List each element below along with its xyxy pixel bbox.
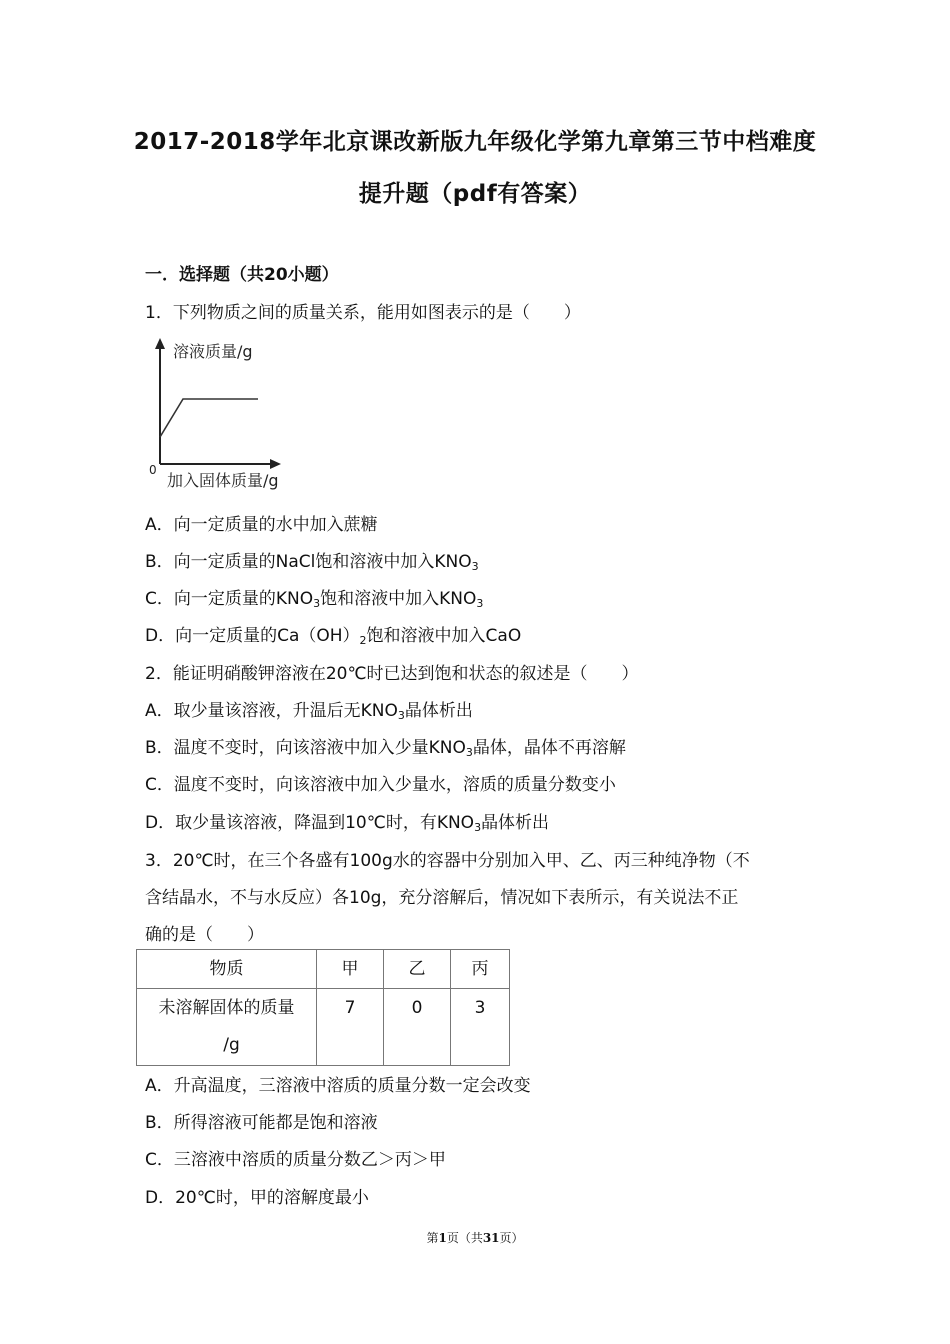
table-header-cell: 丙: [451, 950, 510, 989]
page-title-line-2: 提升题（pdf有答案）: [358, 181, 592, 207]
table-header-cell: 乙: [384, 950, 451, 989]
question-3-stem-line-3: 确的是（ ）: [145, 925, 264, 945]
page-footer: 第1页（共31页）: [426, 1231, 524, 1245]
q3-data-table: [136, 949, 510, 1066]
q2-option-b: B．温度不变时，向该溶液中加入少量$KNO_3$晶体，晶体不再溶解: [145, 738, 626, 759]
q1-graph: [140, 336, 300, 496]
section-heading: 一．选择题（共20小题）: [145, 265, 339, 285]
q3-option-b: B．所得溶液可能都是饱和溶液: [145, 1113, 378, 1133]
q1-option-a: A．向一定质量的水中加入蔗糖: [145, 515, 378, 535]
table-cell: 7: [317, 989, 384, 1066]
table-header-cell: 物质: [137, 950, 317, 989]
y-axis-label: 溶液质量/g: [173, 342, 253, 361]
x-axis-label: 加入固体质量/g: [167, 471, 279, 490]
y-axis-arrow: [155, 338, 165, 349]
table-header-cell: 甲: [317, 950, 384, 989]
q3-option-a: A．升高温度，三溶液中溶质的质量分数一定会改变: [145, 1076, 531, 1096]
q1-option-d: D．向一定质量的$Ca(OH)_2$饱和溶液中加入CaO: [145, 626, 522, 647]
solution-mass-curve: [160, 399, 258, 437]
table-cell: 0: [384, 989, 451, 1066]
q3-option-d: D．20℃时，甲的溶解度最小: [145, 1188, 369, 1208]
total-pages: 31: [482, 1231, 500, 1245]
q2-option-a: A．取少量该溶液，升温后无$KNO_3$晶体析出: [145, 701, 473, 722]
origin-label: 0: [149, 463, 157, 477]
q1-option-b: B．向一定质量的NaCl饱和溶液中加入$KNO_3$: [145, 552, 479, 573]
q1-option-c: C．向一定质量的$KNO_3$饱和溶液中加入$KNO_3$: [145, 589, 484, 610]
table-row: [137, 989, 510, 1066]
question-3-stem-line-1: 3．20℃时，在三个各盛有100g水的容器中分别加入甲、乙、丙三种纯净物（不: [145, 851, 750, 871]
table-row-label: 未溶解固体的质量 /g: [137, 989, 317, 1066]
page-title-line-1: 2017-2018学年北京课改新版九年级化学第九章第三节中档难度: [133, 129, 817, 155]
q3-option-c: C．三溶液中溶质的质量分数乙＞丙＞甲: [145, 1150, 446, 1170]
x-axis-arrow: [270, 459, 281, 469]
q2-option-d: D．取少量该溶液，降温到10℃时，有$KNO_3$晶体析出: [145, 813, 550, 834]
question-2-stem: 2．能证明硝酸钾溶液在20℃时已达到饱和状态的叙述是（ ）: [145, 664, 639, 684]
q2-option-c: C．温度不变时，向该溶液中加入少量水，溶质的质量分数变小: [145, 775, 616, 795]
current-page-number: 1: [438, 1231, 447, 1245]
question-1-stem: 1．下列物质之间的质量关系，能用如图表示的是（ ）: [145, 303, 581, 323]
table-header-row: [137, 950, 510, 989]
question-3-stem-line-2: 含结晶水，不与水反应）各10g，充分溶解后，情况如下表所示，有关说法不正: [145, 888, 739, 908]
table-cell: 3: [451, 989, 510, 1066]
